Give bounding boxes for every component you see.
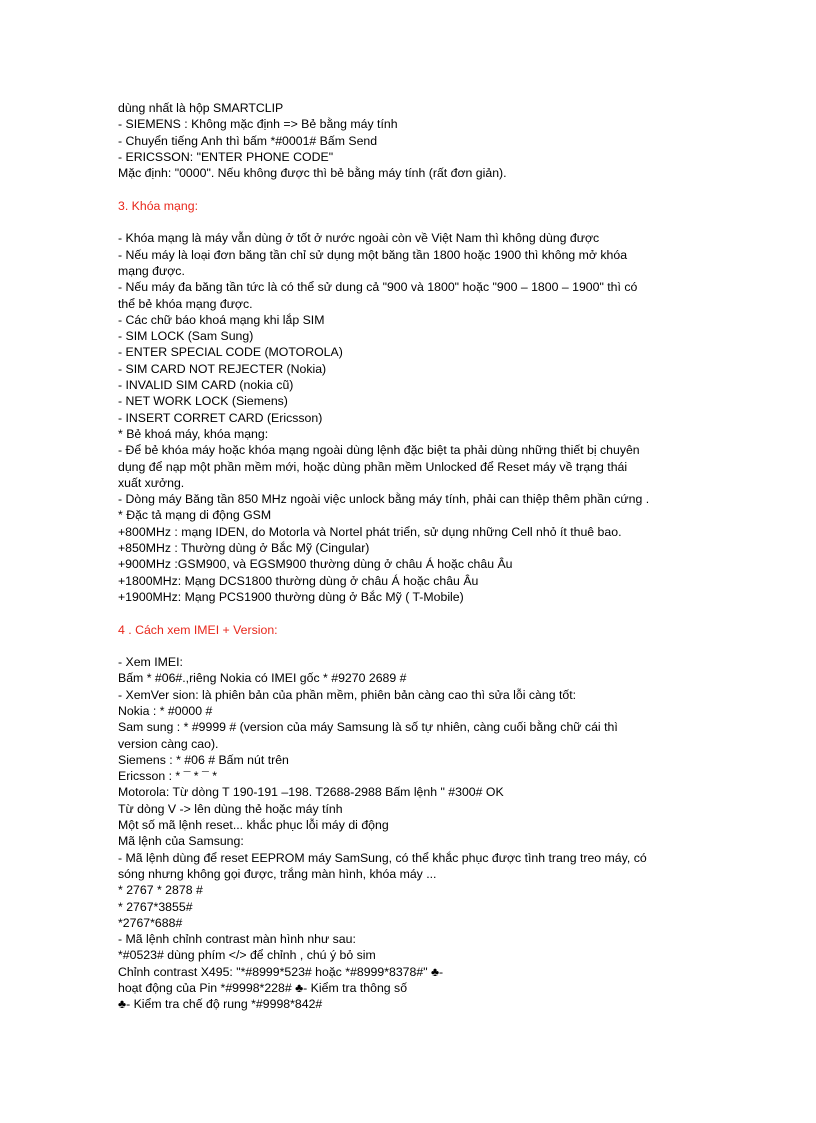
text-line: - SIM CARD NOT REJECTER (Nokia): [118, 361, 327, 376]
section-heading-imei-version: 4 . Cách xem IMEI + Version:: [118, 622, 278, 637]
text-line: dụng để nạp một phần mềm mới, hoặc dùng phần mềm Unlocked để Reset máy về trạng thái: [118, 459, 628, 474]
text-line: - Khóa mạng là máy vẫn dùng ở tốt ở nước ngoài còn về Việt Nam thì không dùng được: [118, 231, 600, 246]
text-line: - Nếu máy là loại đơn băng tần chỉ sử dụng một băng tần 1800 hoặc 1900 thì không mở khóa: [118, 247, 628, 262]
text-line: dùng nhất là hộp SMARTCLIP: [118, 101, 284, 115]
text-line: thể bẻ khóa mạng được.: [118, 296, 253, 311]
text-line: +1900MHz: Mạng PCS1900 thường dùng ở Bắc Mỹ ( T-Mobile): [118, 589, 464, 604]
paragraph-block-1: [118, 100, 708, 181]
text-line: Bấm * #06#.,riêng Nokia có IMEI gốc * #9270 2689 #: [118, 671, 407, 686]
text-line: mạng được.: [118, 263, 185, 278]
text-line: - ERICSSON: "ENTER PHONE CODE": [118, 149, 334, 164]
spacer: [118, 214, 708, 230]
text-line: hoạt động của Pin *#9998*228# ♣- Kiểm tra thông số: [118, 981, 408, 996]
text-line: +850MHz : Thường dùng ở Bắc Mỹ (Cingular): [118, 541, 370, 556]
text-line: +900MHz :GSM900, và EGSM900 thường dùng ở châu Á hoặc châu Âu: [118, 557, 513, 572]
text-line: * 2767*3855#: [118, 899, 193, 914]
paragraph-block-3: [118, 654, 708, 1013]
text-line: sóng nhưng không gọi được, trắng màn hình, khóa máy ...: [118, 866, 437, 881]
text-line: version càng cao).: [118, 736, 219, 751]
text-line: - ENTER SPECIAL CODE (MOTOROLA): [118, 345, 343, 360]
text-line: +1800MHz: Mạng DCS1800 thường dùng ở châu Á hoặc châu Âu: [118, 573, 479, 588]
text-line: *2767*688#: [118, 915, 183, 930]
text-line: * 2767 * 2878 #: [118, 883, 203, 898]
text-line: Một số mã lệnh reset... khắc phục lỗi máy di động: [118, 818, 389, 833]
text-line: * Đặc tả mạng di động GSM: [118, 508, 272, 523]
section-heading-network-lock: 3. Khóa mạng:: [118, 198, 198, 213]
text-line: Siemens : * #06 # Bấm nút trên: [118, 752, 289, 767]
text-line: - INVALID SIM CARD (nokia cũ): [118, 378, 294, 393]
text-line: - Dòng máy Băng tần 850 MHz ngoài việc unlock bằng máy tính, phải can thiệp thêm phần cứng .: [118, 492, 650, 507]
text-line: - XemVer sion: là phiên bản của phần mềm, phiên bản càng cao thì sửa lỗi càng tốt:: [118, 687, 577, 702]
text-line: Ericsson : * ¯ * ¯ *: [118, 769, 218, 784]
text-line: Mặc định: "0000". Nếu không được thì bẻ bằng máy tính (rất đơn giản).: [118, 166, 507, 181]
text-line: xuất xưởng.: [118, 475, 185, 490]
text-line: ♣- Kiểm tra chế độ rung *#9998*842#: [118, 997, 323, 1012]
text-line: Sam sung : * #9999 # (version của máy Samsung là số tự nhiên, càng cuối bằng chữ cái thì: [118, 720, 618, 735]
text-line: +800MHz : mạng IDEN, do Motorla và Nortel phát triển, sử dụng những Cell nhỏ ít thuê bao.: [118, 524, 622, 539]
text-line: - Chuyển tiếng Anh thì bấm *#0001# Bấm Send: [118, 133, 378, 148]
text-line: - Mã lệnh dùng để reset EEPROM máy SamSung, có thể khắc phục được tình trang treo máy, có: [118, 850, 647, 865]
text-line: * Bẻ khoá máy, khóa mạng:: [118, 426, 269, 441]
paragraph-block-2: [118, 230, 708, 605]
text-line: - SIEMENS : Không mặc định => Bẻ bằng máy tính: [118, 117, 398, 132]
document-body: [118, 100, 708, 1013]
text-line: - Các chữ báo khoá mạng khi lắp SIM: [118, 312, 325, 327]
spacer: [118, 181, 708, 197]
text-line: Mã lệnh của Samsung:: [118, 834, 244, 849]
text-line: *#0523# dùng phím </> để chỉnh , chú ý bỏ sim: [118, 948, 376, 963]
text-line: Nokia : * #0000 #: [118, 703, 213, 718]
text-line: - Để bẻ khóa máy hoặc khóa mạng ngoài dùng lệnh đặc biệt ta phải dùng những thiết bị chuyên: [118, 443, 640, 458]
spacer: [118, 605, 708, 621]
text-line: - NET WORK LOCK (Siemens): [118, 394, 288, 409]
text-line: Từ dòng V -> lên dùng thẻ hoặc máy tính: [118, 801, 343, 816]
text-line: Motorola: Từ dòng T 190-191 –198. T2688-2988 Bấm lệnh " #300# OK: [118, 785, 504, 800]
text-line: - Nếu máy đa băng tần tức là có thể sử dung cả "900 và 1800" hoặc "900 – 1800 – 1900" thì có: [118, 280, 638, 295]
spacer: [118, 638, 708, 654]
text-line: - SIM LOCK (Sam Sung): [118, 329, 254, 344]
text-line: - Mã lệnh chỉnh contrast màn hình như sau:: [118, 932, 356, 947]
text-line: - INSERT CORRET CARD (Ericsson): [118, 410, 323, 425]
text-line: Chỉnh contrast X495: "*#8999*523# hoặc *#8999*8378#" ♣-: [118, 964, 444, 979]
text-line: - Xem IMEI:: [118, 655, 183, 670]
